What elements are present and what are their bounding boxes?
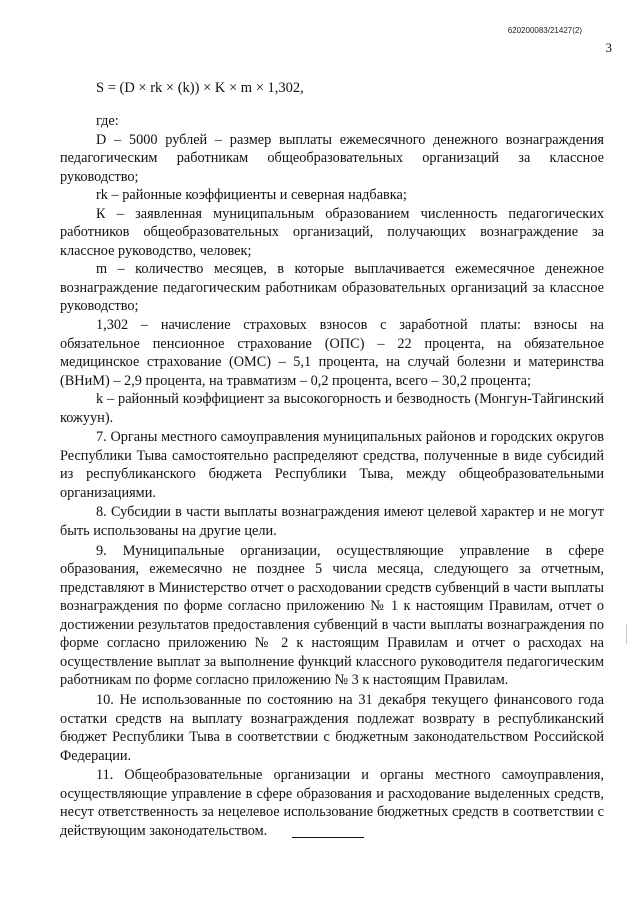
page-number: 3 <box>605 40 612 55</box>
body-text <box>60 112 604 840</box>
definition-item: D – 5000 рублей – размер выплаты ежемесячного денежного вознаграждения педагогическим работникам общеобразовательных организаций за классное руководство; <box>60 131 604 185</box>
scan-margin-mark <box>626 624 627 644</box>
definition-item: К – заявленная муниципальным образованием численность педагогических работников общеобразовательных организаций, получающих вознаграждение за классное руководство, человек; <box>60 205 604 259</box>
paragraph-10: 10. Не использованные по состоянию на 31 декабря текущего финансового года остатки средств на выплату вознаграждения подлежат возврату в республиканский бюджет Республики Тыва в соответствии с бюджетным законодательством Российской Федерации. <box>60 691 604 764</box>
paragraph-11: 11. Общеобразовательные организации и органы местного самоуправления, осуществляющие управление в сфере образования и расходование выделенных средств, несут ответственность за нецелевое использование бюджетных средств в соответствии с действующим законодательством. <box>60 767 604 839</box>
definition-item: m – количество месяцев, в которые выплачивается ежемесячное денежное вознаграждение педагогическим работникам образовательных организаций за классное руководство; <box>60 261 604 315</box>
end-divider <box>292 837 364 838</box>
where-label: где: <box>96 113 119 129</box>
paragraph-8: 8. Субсидии в части выплаты вознаграждения имеют целевой характер и не могут быть использованы на другие цели. <box>60 504 604 540</box>
paragraph-9: 9. Муниципальные организации, осуществляющие управление в сфере образования, ежемесячно не позднее 5 числа месяца, следующего за отчетным, представляют в Министерство отчет о расходовании средств субвенций в части выплаты вознаграждения по форме согласно приложению № 1 к настоящим Правилам, отчет о достижении результатов предоставления субвенций в части выплаты вознаграждения по форме согласно приложению № 2 к настоящим Правилам и отчет о расходах на осуществление выплат за выполнение функций классного руководителя педагогическим работникам по форме согласно приложению № 3 к настоящим Правилам. <box>60 542 604 689</box>
definition-item: rk – районные коэффициенты и северная надбавка; <box>96 187 407 204</box>
definition-item: k – районный коэффициент за высокогорность и безводность (Монгун-Тайгинский кожуун). <box>60 391 604 426</box>
paragraph-7: 7. Органы местного самоуправления муниципальных районов и городских округов Республики Тыва самостоятельно распределяют средства, полученные в виде субсидий из республиканского бюджета Республики Тыва, между общеобразовательными организациями. <box>60 429 604 501</box>
formula: S = (D × rk × (k)) × K × m × 1,302, <box>96 80 304 96</box>
document-code: 620200083/21427(2) <box>507 26 582 35</box>
definition-item: 1,302 – начисление страховых взносов с заработной платы: взносы на обязательное пенсионное страхование (ОПС) – 22 процента, на обязательное медицинское страхование (ОМС) – 5,1 процента, на случай болезни и материнства (ВНиМ) – 2,9 процента, на травматизм – 0,2 процента, всего – 30,2 процента; <box>60 317 604 389</box>
